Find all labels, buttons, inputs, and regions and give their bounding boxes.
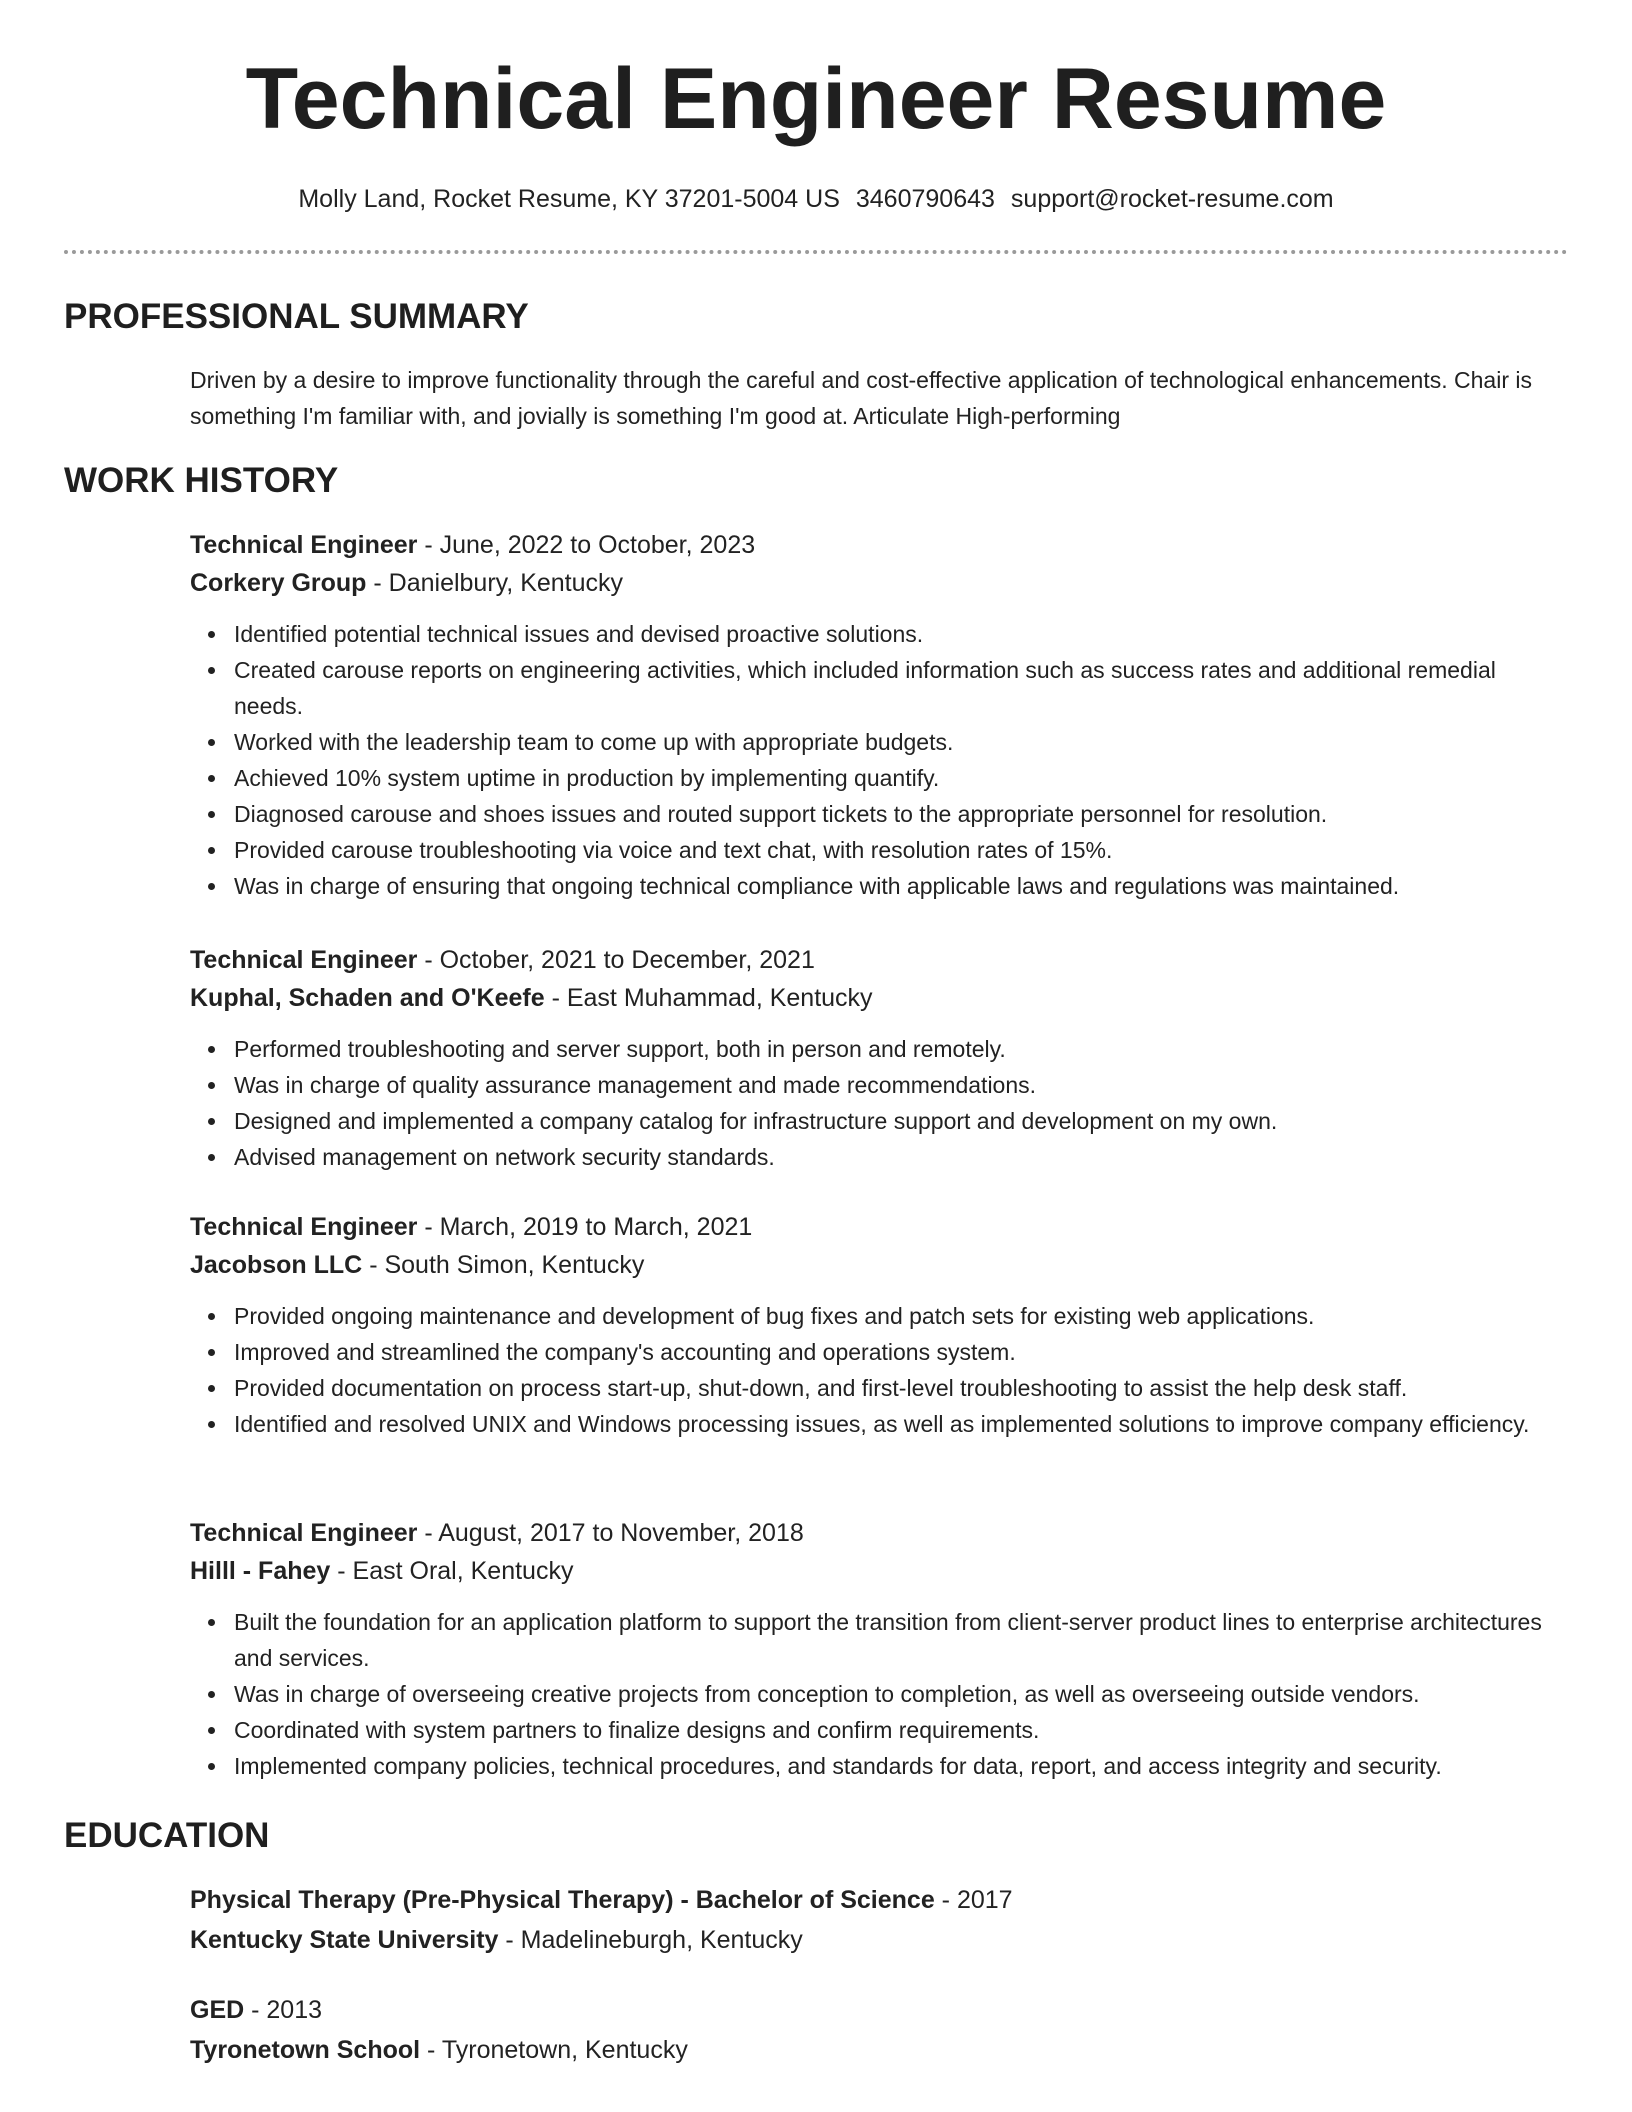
education-year: - 2017 bbox=[934, 1886, 1013, 1914]
education-degree: GED bbox=[190, 1996, 245, 2024]
job-dates: - June, 2022 to October, 2023 bbox=[417, 531, 756, 559]
list-item: Worked with the leadership team to come up with appropriate budgets. bbox=[234, 724, 1570, 760]
education-degree-line bbox=[190, 1880, 1570, 1920]
list-item: Designed and implemented a company catalog for infrastructure support and development on my own. bbox=[234, 1103, 1570, 1139]
education-entry bbox=[190, 1880, 1570, 1960]
header-divider bbox=[64, 250, 1568, 254]
contact-email: support@rocket-resume.com bbox=[1010, 185, 1334, 213]
contact-phone: 3460790643 bbox=[855, 185, 995, 213]
list-item: Performed troubleshooting and server support, both in person and remotely. bbox=[234, 1031, 1570, 1067]
education-degree: Physical Therapy (Pre-Physical Therapy) - Bachelor of Science bbox=[190, 1886, 935, 1914]
job-company: Corkery Group bbox=[190, 569, 367, 597]
list-item: Coordinated with system partners to finalize designs and confirm requirements. bbox=[234, 1712, 1570, 1748]
list-item: Created carouse reports on engineering activities, which included information such as success rates and additional remedial needs. bbox=[234, 652, 1570, 724]
education-degree-line bbox=[190, 1990, 1570, 2030]
contact-address: Molly Land, Rocket Resume, KY 37201-5004 US bbox=[298, 185, 840, 213]
education-school: Tyronetown School bbox=[190, 2036, 421, 2064]
education-school: Kentucky State University bbox=[190, 1926, 499, 1954]
job-title-line bbox=[190, 1208, 1570, 1246]
list-item: Was in charge of overseeing creative projects from conception to completion, as well as overseeing outside vendors. bbox=[234, 1676, 1570, 1712]
list-item: Was in charge of ensuring that ongoing technical compliance with applicable laws and regulations was maintained. bbox=[234, 868, 1570, 904]
list-item: Advised management on network security standards. bbox=[234, 1139, 1570, 1175]
job-title: Technical Engineer bbox=[190, 531, 418, 559]
education-school-line bbox=[190, 1920, 1570, 1960]
job-title: Technical Engineer bbox=[190, 1519, 418, 1547]
summary-section bbox=[190, 362, 1570, 434]
education-entry bbox=[190, 1990, 1570, 2070]
list-item: Achieved 10% system uptime in production by implementing quantify. bbox=[234, 760, 1570, 796]
list-item: Diagnosed carouse and shoes issues and routed support tickets to the appropriate personnel for resolution. bbox=[234, 796, 1570, 832]
job-bullets bbox=[190, 1298, 1570, 1442]
contact-line bbox=[0, 184, 1632, 214]
job-title: Technical Engineer bbox=[190, 1213, 418, 1241]
list-item: Provided documentation on process start-up, shut-down, and first-level troubleshooting to assist the help desk staff. bbox=[234, 1370, 1570, 1406]
list-item: Identified potential technical issues and devised proactive solutions. bbox=[234, 616, 1570, 652]
work-history-heading: WORK HISTORY bbox=[64, 461, 339, 500]
job-title-line bbox=[190, 941, 1570, 979]
list-item: Provided ongoing maintenance and development of bug fixes and patch sets for existing web applications. bbox=[234, 1298, 1570, 1334]
list-item: Identified and resolved UNIX and Windows processing issues, as well as implemented solutions to improve company efficiency. bbox=[234, 1406, 1570, 1442]
education-heading: EDUCATION bbox=[64, 1816, 270, 1855]
job-location: - East Oral, Kentucky bbox=[330, 1557, 574, 1585]
list-item: Was in charge of quality assurance management and made recommendations. bbox=[234, 1067, 1570, 1103]
job-company: Jacobson LLC bbox=[190, 1251, 363, 1279]
job-location: - South Simon, Kentucky bbox=[362, 1251, 645, 1279]
summary-heading: PROFESSIONAL SUMMARY bbox=[64, 297, 529, 336]
job-bullets bbox=[190, 616, 1570, 904]
job-dates: - March, 2019 to March, 2021 bbox=[417, 1213, 753, 1241]
list-item: Provided carouse troubleshooting via voice and text chat, with resolution rates of 15%. bbox=[234, 832, 1570, 868]
education-location: - Madelineburgh, Kentucky bbox=[498, 1926, 803, 1954]
job-company-line bbox=[190, 1552, 1570, 1590]
job-title: Technical Engineer bbox=[190, 946, 418, 974]
list-item: Implemented company policies, technical procedures, and standards for data, report, and access integrity and security. bbox=[234, 1748, 1570, 1784]
job-title-line bbox=[190, 526, 1570, 564]
job-dates: - August, 2017 to November, 2018 bbox=[417, 1519, 804, 1547]
job-bullets bbox=[190, 1604, 1570, 1784]
job-company-line bbox=[190, 1246, 1570, 1284]
job-bullets bbox=[190, 1031, 1570, 1175]
education-school-line bbox=[190, 2030, 1570, 2070]
summary-text: Driven by a desire to improve functionality through the careful and cost-effective application of technological enhancements. Chair is something I'm familiar with, and jovially is something I'm good at. Articulate High-performing bbox=[190, 367, 1532, 429]
education-location: - Tyronetown, Kentucky bbox=[420, 2036, 688, 2064]
job-title-line bbox=[190, 1514, 1570, 1552]
education-year: - 2013 bbox=[244, 1996, 323, 2024]
job-location: - Danielbury, Kentucky bbox=[366, 569, 624, 597]
job-company: Hilll - Fahey bbox=[190, 1557, 331, 1585]
job-company: Kuphal, Schaden and O'Keefe bbox=[190, 984, 545, 1012]
resume-title: Technical Engineer Resume bbox=[245, 51, 1387, 147]
job-entry bbox=[190, 526, 1570, 904]
job-entry bbox=[190, 1208, 1570, 1442]
job-company-line bbox=[190, 979, 1570, 1017]
job-entry bbox=[190, 1514, 1570, 1784]
job-dates: - October, 2021 to December, 2021 bbox=[417, 946, 815, 974]
job-company-line bbox=[190, 564, 1570, 602]
list-item: Built the foundation for an application platform to support the transition from client-server product lines to enterprise architectures and services. bbox=[234, 1604, 1570, 1676]
job-location: - East Muhammad, Kentucky bbox=[544, 984, 873, 1012]
list-item: Improved and streamlined the company's accounting and operations system. bbox=[234, 1334, 1570, 1370]
job-entry bbox=[190, 941, 1570, 1175]
